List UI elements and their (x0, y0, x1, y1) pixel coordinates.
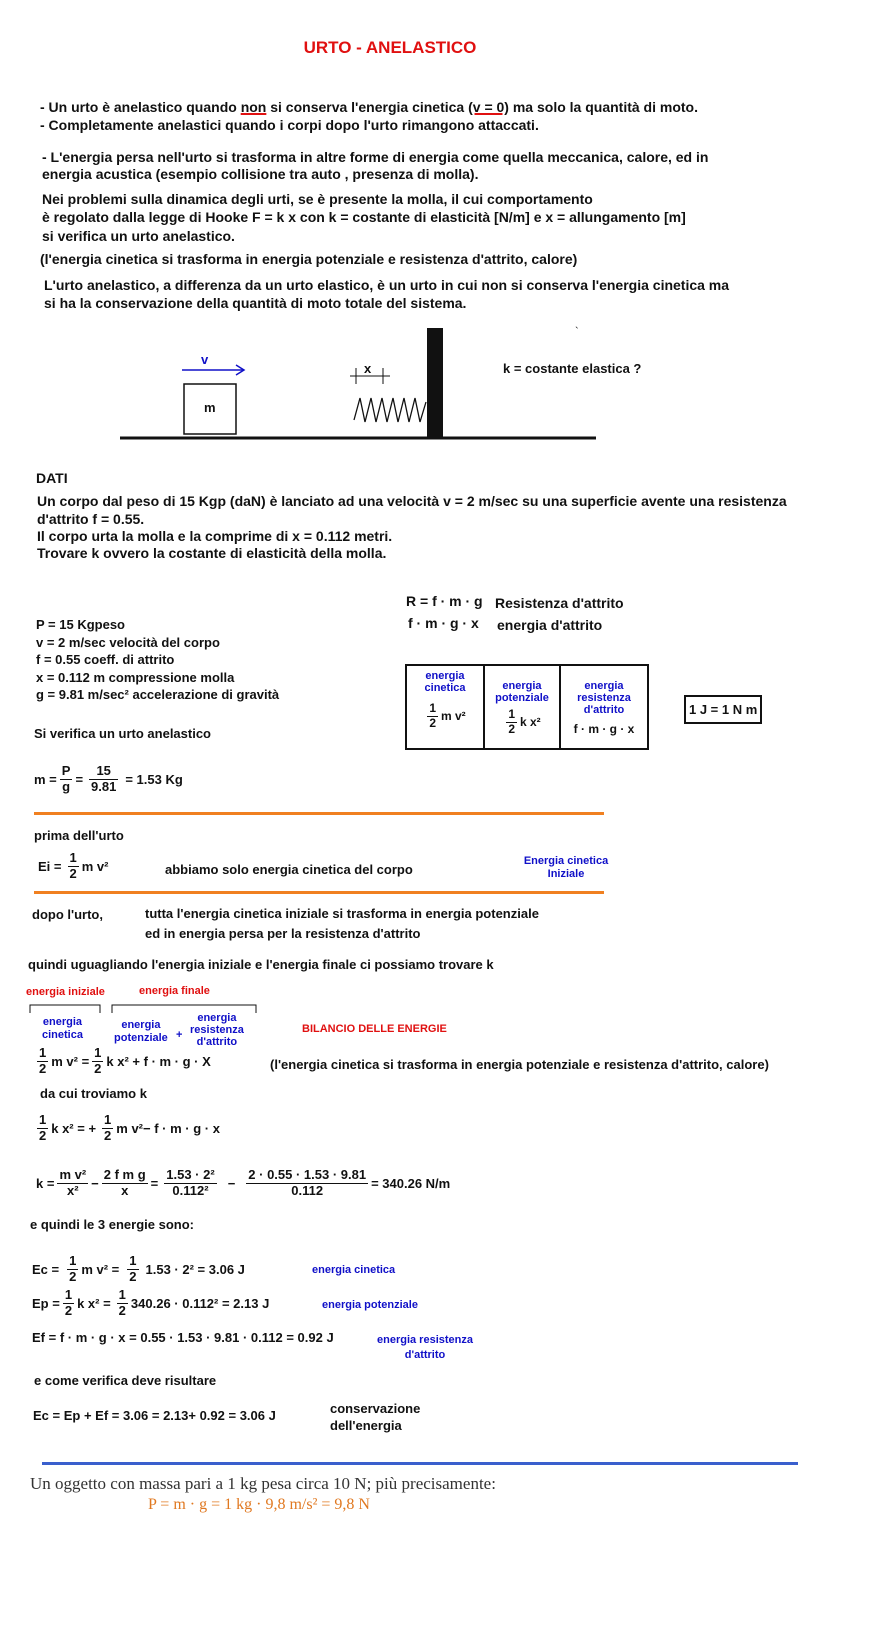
givens-list (36, 616, 279, 704)
given-v: v = 2 m/sec velocità del corpo (36, 634, 220, 650)
quindi-text: quindi uguagliando l'energia iniziale e l'energia finale ci possiamo trovare k (28, 957, 494, 972)
intro-line-5: Nei problemi sulla dinamica degli urti, se è presente la molla, il cui comportamento (42, 191, 593, 207)
dati-line-1: Un corpo dal peso di 15 Kgp (daN) è lanciato ad una velocità v = 2 m/sec su una superficie avente una resistenza (37, 493, 787, 509)
given-p: P = 15 Kgpeso (36, 617, 125, 632)
wall (427, 328, 443, 438)
cell-potential: energia potenziale $\frac{1}{2}$ k x² (484, 665, 560, 749)
stray-tick: ` (575, 326, 579, 338)
verifica-text: Si verifica un urto anelastico (34, 726, 211, 741)
spring (354, 398, 426, 422)
ep-label: energia potenziale (322, 1299, 418, 1311)
prima-heading: prima dell'urto (34, 828, 124, 843)
bilancio-equation: $\frac{1}{2}$ m v² = $\frac{1}{2}$ k x² + f · m · g · X (39, 1045, 211, 1076)
cell-friction: energia resistenza d'attrito f · m · g · x (560, 665, 648, 749)
cell-kinetic: energia cinetica $\frac{1}{2}$ m v² (406, 665, 484, 749)
ep-equation: Ep = $\frac{1}{2}$ k x² = $\frac{1}{2}$ 340.26 · 0.112² = 2.13 J (32, 1287, 270, 1318)
underlined-v0: (v = 0) (468, 99, 509, 115)
intro-line-6: è regolato dalla legge di Hooke F = k x con k = costante di elasticità [N/m] e x = allungamento [m] (42, 209, 686, 225)
x-label: x (364, 361, 372, 376)
orange-rule-1 (34, 812, 604, 815)
page-title: URTO - ANELASTICO (303, 38, 477, 57)
orange-rule-2 (34, 891, 604, 894)
intro-line-1: - Un urto è anelastico quando non si conserva l'energia cinetica (v = 0) ma solo la quantità di moto. (40, 99, 698, 115)
come-verifica-text: e come verifica deve risultare (34, 1373, 217, 1388)
dati-line-3: Il corpo urta la molla e la comprime di x = 0.112 metri. (37, 528, 393, 544)
energy-table (405, 664, 649, 750)
intro-line-4: energia acustica (esempio collisione tra auto , presenza di molla). (42, 166, 479, 182)
final-label: conservazione dell'energia (330, 1401, 421, 1433)
label-cinetica: energia cinetica (42, 1016, 83, 1041)
bilancio-title: BILANCIO DELLE ENERGIE (302, 1023, 447, 1035)
k-equation: $\frac{1}{2}$ k x² = + $\frac{1}{2}$ m v²− f · m · g · x (39, 1112, 220, 1143)
friction-energy-label: energia d'attrito (497, 617, 603, 633)
ec-equation: Ec = $\frac{1}{2}$ m v² = $\frac{1}{2}$ 1.53 · 2² = 3.06 J (32, 1253, 245, 1284)
underlined-non: non (240, 99, 267, 115)
intro-line-10: si ha la conservazione della quantità di moto totale del sistema. (44, 295, 467, 311)
given-f: f = 0.55 coeff. di attrito (36, 652, 175, 667)
ef-label: energia resistenza d'attrito (377, 1334, 473, 1361)
joule-box: 1 J = 1 N m (684, 695, 762, 724)
label-energia-iniziale: energia iniziale (26, 986, 105, 998)
label-potenziale: energia potenziale (114, 1019, 168, 1044)
label-plus: + (176, 1029, 183, 1041)
label-energia-finale: energia finale (139, 985, 210, 997)
mass-label: m (204, 400, 216, 415)
label-resistenza: energia resistenza d'attrito (190, 1012, 244, 1048)
dati-heading: DATI (36, 470, 68, 486)
velocity-label: v (201, 352, 209, 367)
dopo-line-2: ed in energia persa per la resistenza d'attrito (145, 926, 421, 941)
ei-equation: Ei = $\frac{1}{2}$ m v² (38, 850, 109, 881)
mass-calc: m = $\frac{P}{g}$ = $\frac{15}{9.81}$ = 1.53 Kg (34, 763, 183, 794)
given-g: g = 9.81 m/sec² accelerazione di gravità (36, 687, 280, 702)
friction-eq: R = f · m · g (406, 593, 483, 609)
tre-energie-text: e quindi le 3 energie sono: (30, 1217, 194, 1232)
collision-diagram (0, 320, 880, 450)
intro-line-2: - Completamente anelastici quando i corpi dopo l'urto rimangono attaccati. (40, 117, 539, 133)
intro-line-3: - L'energia persa nell'urto si trasforma in altre forme di energia come quella meccanica, calore, ed in (42, 149, 709, 165)
ef-equation: Ef = f · m · g · x = 0.55 · 1.53 · 9.81 · 0.112 = 0.92 J (32, 1330, 334, 1345)
intro-line-9: L'urto anelastico, a differenza da un urto elastico, è un urto in cui non si conserva l'energia cinetica ma (44, 277, 730, 293)
footer-rule (42, 1462, 798, 1465)
dati-line-4: Trovare k ovvero la costante di elasticità della molla. (37, 545, 387, 561)
ec-label: energia cinetica (312, 1264, 396, 1276)
footer-text: Un oggetto con massa pari a 1 kg pesa circa 10 N; più precisamente: (30, 1474, 496, 1493)
given-x: x = 0.112 m compressione molla (36, 669, 235, 685)
friction-label: Resistenza d'attrito (495, 595, 624, 611)
friction-energy-eq: f · m · g · x (408, 615, 479, 631)
k-question: k = costante elastica ? (503, 361, 642, 376)
ei-side-label: Energia cinetica Iniziale (523, 855, 609, 880)
intro-line-7: si verifica un urto anelastico. (42, 228, 235, 244)
dopo-line-1: tutta l'energia cinetica iniziale si trasforma in energia potenziale (145, 906, 539, 921)
k-calculation: k = $\frac{\text{m v²}}{\text{x²}}$ − $\frac{\text{2 f m g}}{x}$ = $\frac{\text{1.53 · 2²}}{\text{0.112²}}$ − $\frac{2 \cdot 0.55 \cdot 1.53 \cdot 9.81}{0.112}$ = 340.26 N/m (36, 1167, 451, 1198)
bilancio-note: (l'energia cinetica si trasforma in energia potenziale e resistenza d'attrito, calore) (270, 1057, 769, 1072)
final-equation: Ec = Ep + Ef = 3.06 = 2.13+ 0.92 = 3.06 J (33, 1408, 276, 1423)
dati-line-2: d'attrito f = 0.55. (37, 511, 145, 527)
intro-line-8: (l'energia cinetica si trasforma in energia potenziale e resistenza d'attrito, calore) (40, 251, 578, 267)
footer-formula: P = m · g = 1 kg · 9,8 m/s² = 9,8 N (148, 1496, 370, 1513)
prima-note: abbiamo solo energia cinetica del corpo (165, 862, 413, 877)
da-cui-text: da cui troviamo k (40, 1086, 147, 1101)
dopo-heading: dopo l'urto, (32, 907, 103, 922)
